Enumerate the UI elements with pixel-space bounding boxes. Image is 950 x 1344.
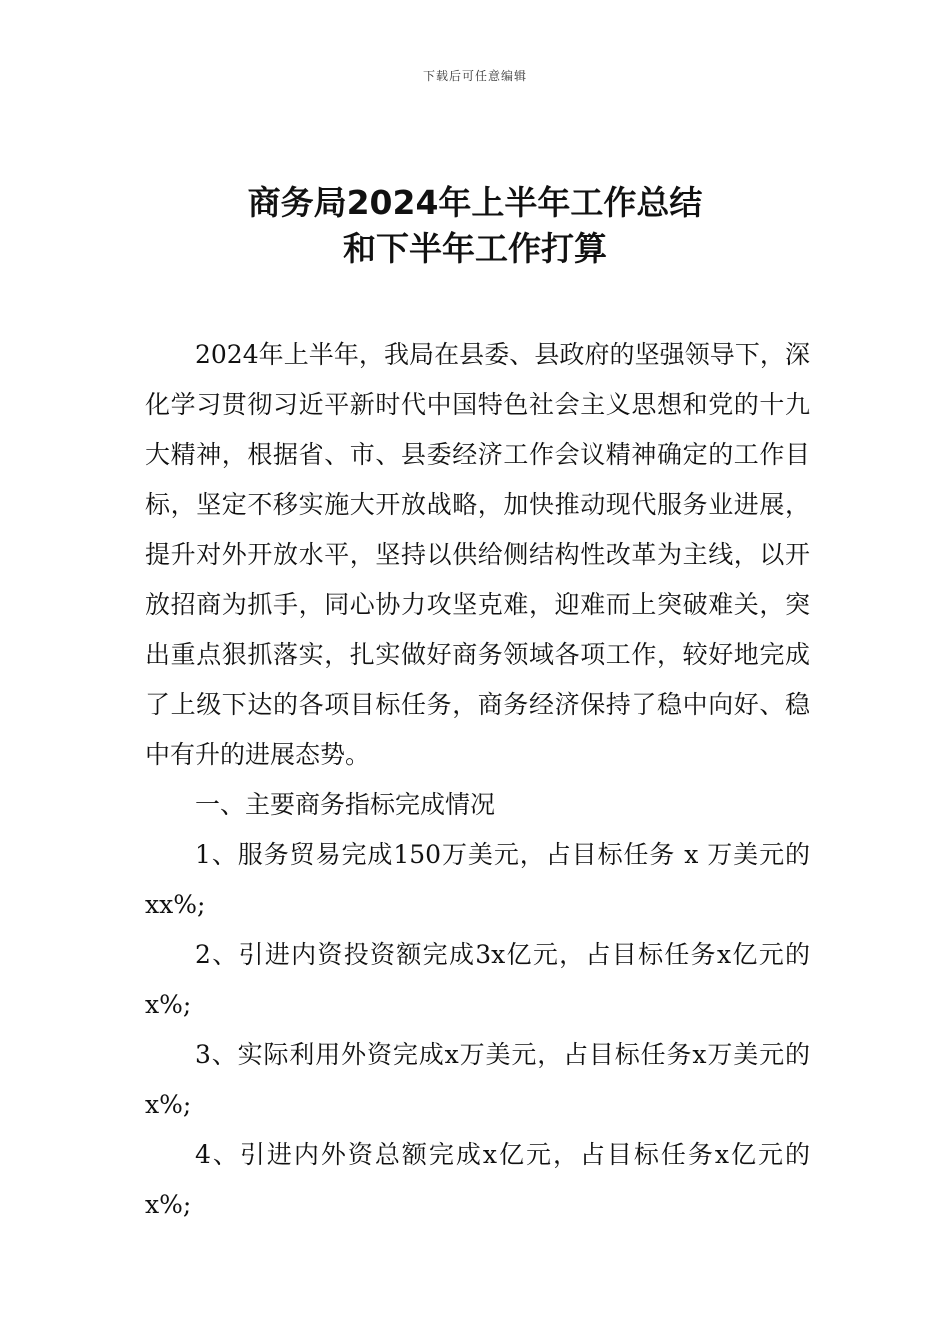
indicator-item-4: 4、引进内外资总额完成x亿元，占目标任务x亿元的x%;	[145, 1140, 810, 1219]
indicator-item-2: 2、引进内资投资额完成3x亿元，占目标任务x亿元的x%;	[145, 940, 810, 1019]
intro-paragraph: 2024年上半年，我局在县委、县政府的坚强领导下，深化学习贯彻习近平新时代中国特色社会主义思想和党的十九大精神，根据省、市、县委经济工作会议精神确定的工作目标，坚定不移实施大开放战略，加快推动现代服务业进展，提升对外开放水平，坚持以供给侧结构性改革为主线，以开放招商为抓手，同心协力攻坚克难，迎难而上突破难关，突出重点狠抓落实，扎实做好商务领域各项工作，较好地完成了上级下达的各项目标任务，商务经济保持了稳中向好、稳中有升的进展态势。	[145, 340, 810, 769]
indicator-item-1: 1、服务贸易完成150万美元，占目标任务 x 万美元的xx%;	[145, 840, 810, 919]
section-heading: 一、主要商务指标完成情况	[195, 790, 496, 819]
document-title	[0, 180, 950, 272]
title-line-1: 商务局2024年上半年工作总结	[247, 183, 703, 222]
document-body	[145, 330, 810, 1230]
header-note: 下载后可任意编辑	[422, 69, 527, 83]
title-line-2: 和下半年工作打算	[343, 229, 607, 268]
indicator-item-3: 3、实际利用外资完成x万美元，占目标任务x万美元的x%;	[145, 1040, 810, 1119]
